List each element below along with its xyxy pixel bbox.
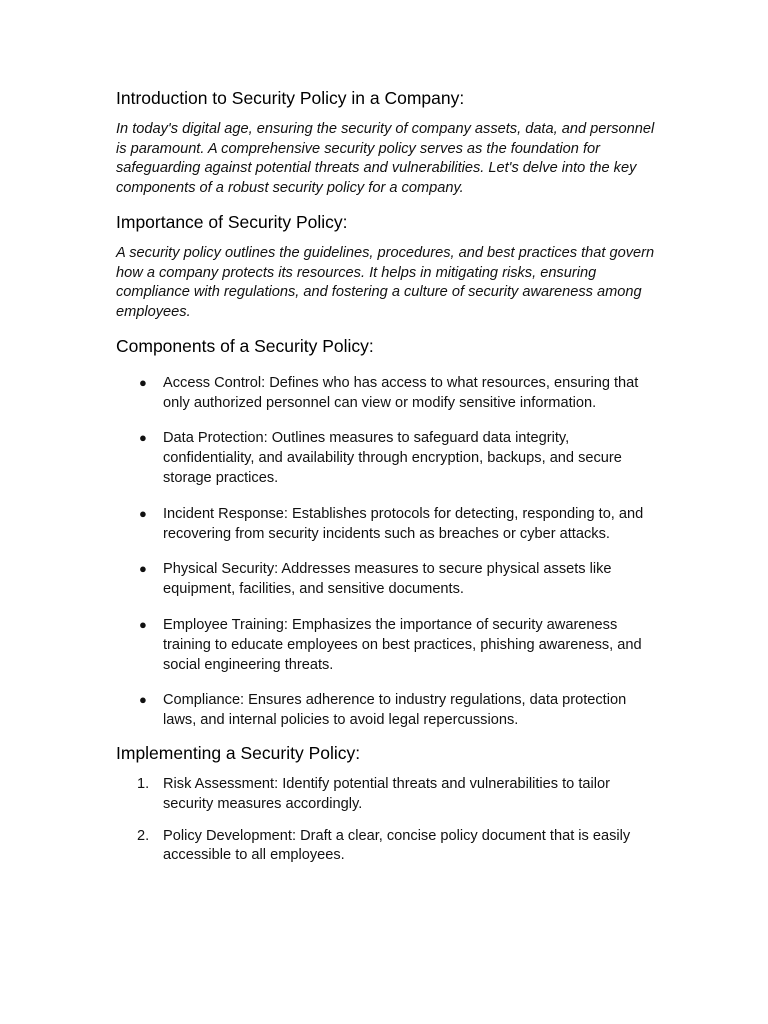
bullet-icon: ● [139, 561, 147, 577]
step-text: Risk Assessment: Identify potential threats and vulnerabilities to tailor security measures accordingly. [163, 776, 610, 812]
step-number: 1. [137, 776, 150, 793]
components-heading: Components of a Security Policy: [116, 335, 374, 356]
list-item [116, 559, 656, 599]
list-item-text: Access Control: Defines who has access to what resources, ensuring that only authorized personnel can view or modify sensitive information. [163, 374, 639, 411]
list-item [116, 775, 656, 814]
bullet-icon: ● [139, 374, 147, 390]
intro-paragraph: In today's digital age, ensuring the security of company assets, data, and personnel is paramount. A comprehensive security policy serves as the foundation for safeguarding against potential threats and vulnerabilities. Let's delve into the key components of a robust security policy for a company. [116, 121, 655, 197]
list-item-text: Data Protection: Outlines measures to safeguard data integrity, confidentiality, and availability through encryption, backups, and secure storage practices. [163, 430, 622, 487]
bullet-icon: ● [139, 692, 147, 708]
bullet-icon: ● [139, 430, 147, 446]
bullet-icon: ● [139, 616, 147, 632]
list-item-text: Incident Response: Establishes protocols for detecting, responding to, and recovering from security incidents such as breaches or cyber attacks. [163, 505, 644, 542]
intro-heading: Introduction to Security Policy in a Company: [116, 88, 465, 108]
list-item-text: Employee Training: Emphasizes the importance of security awareness training to educate employees on best practices, phishing awareness, and social engineering threats. [163, 616, 642, 673]
document-page [116, 86, 656, 878]
list-item [116, 690, 656, 730]
importance-heading: Importance of Security Policy: [116, 211, 348, 232]
importance-paragraph: A security policy outlines the guidelines, procedures, and best practices that govern how a company protects its resources. It helps in mitigating risks, ensuring compliance with regulations, and fostering a culture of security awareness among employees. [116, 244, 655, 320]
implementing-heading: Implementing a Security Policy: [116, 743, 361, 764]
step-number: 2. [137, 827, 150, 844]
components-list [116, 373, 656, 731]
list-item-text: Compliance: Ensures adherence to industry regulations, data protection laws, and internal policies to avoid legal repercussions. [163, 692, 627, 729]
bullet-icon: ● [139, 505, 147, 521]
implementation-steps-list [116, 775, 656, 866]
list-item [116, 827, 656, 866]
list-item [116, 373, 656, 413]
step-text: Policy Development: Draft a clear, concise policy document that is easily accessible to all employees. [163, 827, 631, 864]
list-item [116, 504, 656, 544]
list-item [116, 428, 656, 488]
list-item-text: Physical Security: Addresses measures to secure physical assets like equipment, facilities, and sensitive documents. [163, 561, 612, 598]
list-item [116, 615, 656, 675]
